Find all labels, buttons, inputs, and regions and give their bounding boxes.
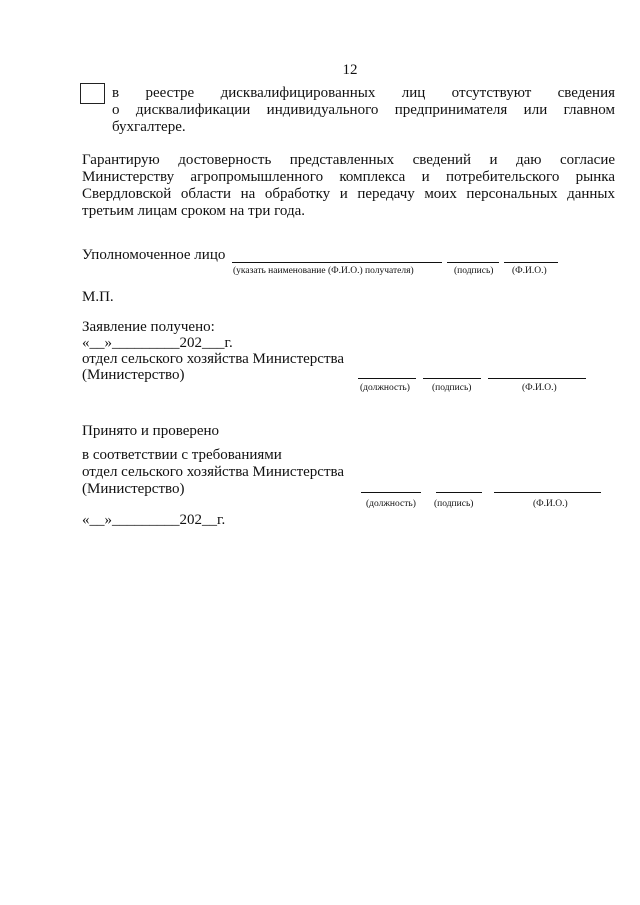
checkbox[interactable] [80,83,105,104]
received-caption-position: (должность) [360,383,410,393]
checkbox-text-line-3: бухгалтере. [112,119,186,135]
received-date: «__»_________202___г. [82,335,233,351]
caption-fio: (Ф.И.О.) [512,266,547,276]
checkbox-text-line-1: в реестре дисквалифицированных лиц отсутствуют сведения [112,85,615,101]
accepted-position-line [361,492,421,493]
received-caption-fio: (Ф.И.О.) [522,383,557,393]
accepted-caption-position: (должность) [366,499,416,509]
authorized-fio-line [504,262,558,263]
accepted-caption-fio: (Ф.И.О.) [533,499,568,509]
accepted-line-2: в соответствии с требованиями [82,447,282,463]
accepted-caption-signature: (подпись) [434,499,474,509]
guarantee-line-1: Гарантирую достоверность представленных сведений и даю согласие [82,152,615,168]
received-label: Заявление получено: [82,319,215,335]
caption-recipient-name: (указать наименование (Ф.И.О.) получателя) [233,266,414,276]
received-dept-line-1: отдел сельского хозяйства Министерства [82,351,345,367]
guarantee-line-2: Министерству агропромышленного комплекса и потребительского рынка [82,169,615,185]
accepted-dept-line-2: (Министерство) [82,481,185,497]
guarantee-line-3: Свердловской области на обработку и передачу моих персональных данных [82,186,615,202]
checkbox-text-line-2: о дисквалификации индивидуального предпринимателя или главном [112,102,615,118]
received-fio-line [488,378,586,379]
received-position-line [358,378,416,379]
caption-signature: (подпись) [454,266,494,276]
page-number: 12 [342,62,358,78]
accepted-dept-line-1: отдел сельского хозяйства Министерства [82,464,345,480]
received-dept-line-2: (Министерство) [82,367,185,383]
received-caption-signature: (подпись) [432,383,472,393]
authorized-name-line [232,262,442,263]
stamp-label: М.П. [82,289,114,305]
authorized-signature-line [447,262,499,263]
accepted-signature-line [436,492,482,493]
received-signature-line [423,378,481,379]
accepted-fio-line [494,492,601,493]
accepted-date: «__»_________202__г. [82,512,226,528]
guarantee-line-4: третьим лицам сроком на три года. [82,203,305,219]
accepted-label: Принято и проверено [82,423,220,439]
authorized-person-label: Уполномоченное лицо [82,247,226,263]
